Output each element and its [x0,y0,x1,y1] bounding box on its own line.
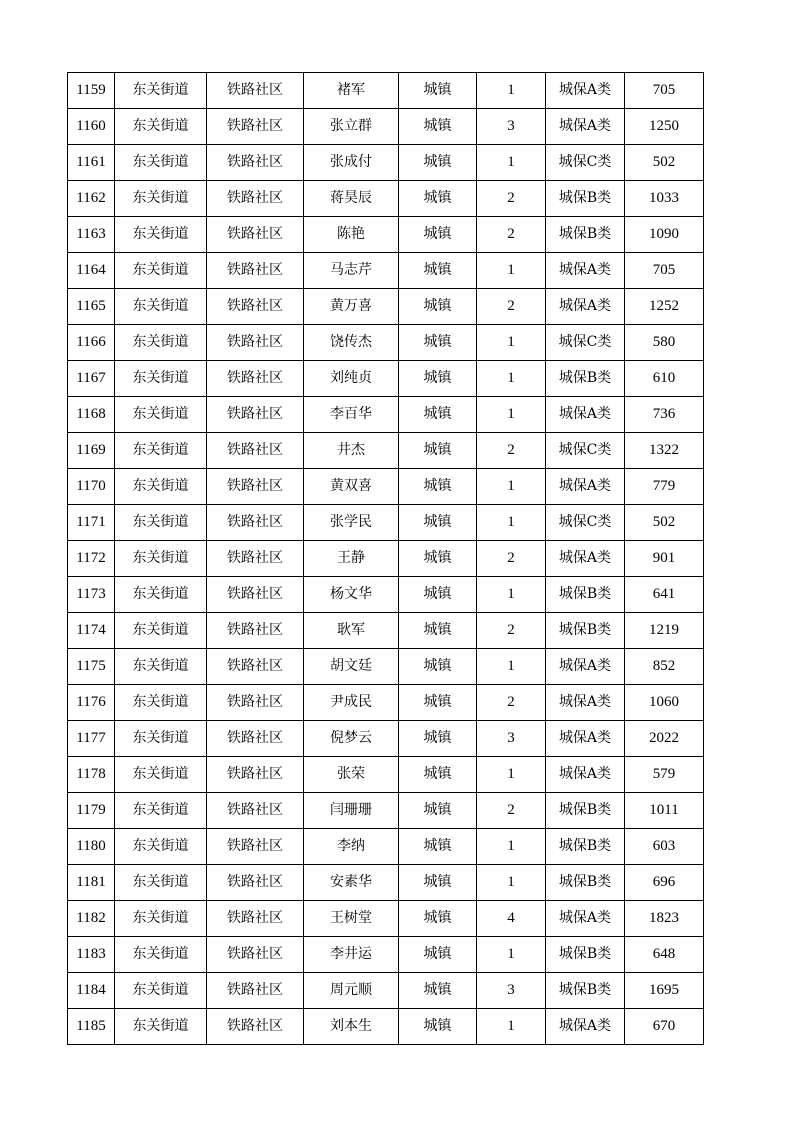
table-row [68,289,704,325]
area-type-cell: 城镇 [399,361,477,397]
table-row [68,577,704,613]
amount-cell: 852 [625,649,704,685]
amount-cell: 641 [625,577,704,613]
household-size-cell: 1 [477,1009,546,1045]
table-row [68,901,704,937]
community-cell: 铁路社区 [207,721,304,757]
name-cell: 耿军 [304,613,399,649]
row-index-cell: 1183 [68,937,115,973]
name-cell: 刘本生 [304,1009,399,1045]
amount-cell: 705 [625,253,704,289]
household-size-cell: 1 [477,649,546,685]
area-type-cell: 城镇 [399,469,477,505]
community-cell: 铁路社区 [207,253,304,289]
amount-cell: 1252 [625,289,704,325]
row-index-cell: 1164 [68,253,115,289]
community-cell: 铁路社区 [207,181,304,217]
amount-cell: 579 [625,757,704,793]
community-cell: 铁路社区 [207,397,304,433]
name-cell: 饶传杰 [304,325,399,361]
area-type-cell: 城镇 [399,901,477,937]
community-cell: 铁路社区 [207,73,304,109]
name-cell: 李百华 [304,397,399,433]
household-size-cell: 2 [477,685,546,721]
category-cell: 城保A类 [546,109,625,145]
name-cell: 蒋昊辰 [304,181,399,217]
street-cell: 东关街道 [115,73,207,109]
category-cell: 城保B类 [546,937,625,973]
category-cell: 城保B类 [546,217,625,253]
amount-cell: 1090 [625,217,704,253]
name-cell: 胡文廷 [304,649,399,685]
row-index-cell: 1179 [68,793,115,829]
category-cell: 城保A类 [546,469,625,505]
household-size-cell: 1 [477,73,546,109]
area-type-cell: 城镇 [399,721,477,757]
street-cell: 东关街道 [115,721,207,757]
name-cell: 尹成民 [304,685,399,721]
row-index-cell: 1182 [68,901,115,937]
name-cell: 陈艳 [304,217,399,253]
row-index-cell: 1165 [68,289,115,325]
street-cell: 东关街道 [115,397,207,433]
area-type-cell: 城镇 [399,433,477,469]
area-type-cell: 城镇 [399,649,477,685]
household-size-cell: 1 [477,829,546,865]
household-size-cell: 1 [477,325,546,361]
name-cell: 王树堂 [304,901,399,937]
table-row [68,1009,704,1045]
street-cell: 东关街道 [115,937,207,973]
street-cell: 东关街道 [115,1009,207,1045]
category-cell: 城保B类 [546,973,625,1009]
street-cell: 东关街道 [115,685,207,721]
community-cell: 铁路社区 [207,1009,304,1045]
street-cell: 东关街道 [115,649,207,685]
name-cell: 黄双喜 [304,469,399,505]
amount-cell: 736 [625,397,704,433]
household-size-cell: 1 [477,937,546,973]
area-type-cell: 城镇 [399,937,477,973]
row-index-cell: 1163 [68,217,115,253]
street-cell: 东关街道 [115,829,207,865]
area-type-cell: 城镇 [399,757,477,793]
table-row [68,397,704,433]
table-row [68,73,704,109]
household-size-cell: 3 [477,973,546,1009]
community-cell: 铁路社区 [207,577,304,613]
table-row [68,253,704,289]
row-index-cell: 1178 [68,757,115,793]
table-row [68,685,704,721]
area-type-cell: 城镇 [399,145,477,181]
amount-cell: 670 [625,1009,704,1045]
household-size-cell: 1 [477,397,546,433]
street-cell: 东关街道 [115,145,207,181]
area-type-cell: 城镇 [399,253,477,289]
table-row [68,109,704,145]
row-index-cell: 1174 [68,613,115,649]
street-cell: 东关街道 [115,361,207,397]
street-cell: 东关街道 [115,901,207,937]
street-cell: 东关街道 [115,541,207,577]
amount-cell: 580 [625,325,704,361]
row-index-cell: 1185 [68,1009,115,1045]
row-index-cell: 1160 [68,109,115,145]
row-index-cell: 1167 [68,361,115,397]
category-cell: 城保A类 [546,1009,625,1045]
household-size-cell: 1 [477,505,546,541]
amount-cell: 1219 [625,613,704,649]
community-cell: 铁路社区 [207,109,304,145]
street-cell: 东关街道 [115,793,207,829]
area-type-cell: 城镇 [399,397,477,433]
row-index-cell: 1175 [68,649,115,685]
area-type-cell: 城镇 [399,505,477,541]
row-index-cell: 1170 [68,469,115,505]
row-index-cell: 1159 [68,73,115,109]
area-type-cell: 城镇 [399,73,477,109]
amount-cell: 610 [625,361,704,397]
amount-cell: 1060 [625,685,704,721]
street-cell: 东关街道 [115,505,207,541]
row-index-cell: 1161 [68,145,115,181]
amount-cell: 502 [625,145,704,181]
street-cell: 东关街道 [115,973,207,1009]
amount-cell: 901 [625,541,704,577]
household-size-cell: 1 [477,469,546,505]
name-cell: 褚军 [304,73,399,109]
area-type-cell: 城镇 [399,613,477,649]
area-type-cell: 城镇 [399,793,477,829]
community-cell: 铁路社区 [207,433,304,469]
community-cell: 铁路社区 [207,973,304,1009]
community-cell: 铁路社区 [207,649,304,685]
category-cell: 城保A类 [546,73,625,109]
area-type-cell: 城镇 [399,865,477,901]
name-cell: 张荣 [304,757,399,793]
category-cell: 城保A类 [546,721,625,757]
community-cell: 铁路社区 [207,325,304,361]
household-size-cell: 2 [477,541,546,577]
amount-cell: 779 [625,469,704,505]
category-cell: 城保C类 [546,505,625,541]
amount-cell: 1322 [625,433,704,469]
row-index-cell: 1166 [68,325,115,361]
street-cell: 东关街道 [115,757,207,793]
name-cell: 杨文华 [304,577,399,613]
community-cell: 铁路社区 [207,505,304,541]
category-cell: 城保B类 [546,361,625,397]
category-cell: 城保C类 [546,145,625,181]
roster-table [67,72,704,1045]
household-size-cell: 2 [477,793,546,829]
area-type-cell: 城镇 [399,217,477,253]
table-row [68,217,704,253]
table-row [68,973,704,1009]
amount-cell: 2022 [625,721,704,757]
amount-cell: 705 [625,73,704,109]
amount-cell: 1011 [625,793,704,829]
category-cell: 城保A类 [546,901,625,937]
row-index-cell: 1172 [68,541,115,577]
community-cell: 铁路社区 [207,289,304,325]
table-row [68,181,704,217]
name-cell: 井杰 [304,433,399,469]
category-cell: 城保A类 [546,541,625,577]
category-cell: 城保A类 [546,397,625,433]
area-type-cell: 城镇 [399,325,477,361]
household-size-cell: 2 [477,613,546,649]
community-cell: 铁路社区 [207,829,304,865]
street-cell: 东关街道 [115,109,207,145]
household-size-cell: 2 [477,289,546,325]
table-body [68,73,704,1045]
row-index-cell: 1173 [68,577,115,613]
household-size-cell: 2 [477,433,546,469]
name-cell: 李纳 [304,829,399,865]
row-index-cell: 1169 [68,433,115,469]
area-type-cell: 城镇 [399,541,477,577]
community-cell: 铁路社区 [207,469,304,505]
name-cell: 周元顺 [304,973,399,1009]
household-size-cell: 2 [477,217,546,253]
row-index-cell: 1176 [68,685,115,721]
household-size-cell: 1 [477,361,546,397]
street-cell: 东关街道 [115,289,207,325]
area-type-cell: 城镇 [399,1009,477,1045]
category-cell: 城保B类 [546,865,625,901]
row-index-cell: 1184 [68,973,115,1009]
area-type-cell: 城镇 [399,181,477,217]
household-size-cell: 3 [477,109,546,145]
amount-cell: 648 [625,937,704,973]
community-cell: 铁路社区 [207,541,304,577]
amount-cell: 1033 [625,181,704,217]
category-cell: 城保B类 [546,793,625,829]
name-cell: 黄万喜 [304,289,399,325]
name-cell: 倪梦云 [304,721,399,757]
area-type-cell: 城镇 [399,109,477,145]
category-cell: 城保C类 [546,433,625,469]
table-row [68,649,704,685]
amount-cell: 1695 [625,973,704,1009]
row-index-cell: 1177 [68,721,115,757]
area-type-cell: 城镇 [399,289,477,325]
community-cell: 铁路社区 [207,901,304,937]
street-cell: 东关街道 [115,253,207,289]
table-row [68,361,704,397]
category-cell: 城保C类 [546,325,625,361]
community-cell: 铁路社区 [207,685,304,721]
category-cell: 城保B类 [546,829,625,865]
table-row [68,865,704,901]
category-cell: 城保B类 [546,613,625,649]
street-cell: 东关街道 [115,469,207,505]
table-row [68,505,704,541]
row-index-cell: 1180 [68,829,115,865]
community-cell: 铁路社区 [207,361,304,397]
street-cell: 东关街道 [115,181,207,217]
street-cell: 东关街道 [115,325,207,361]
name-cell: 张学民 [304,505,399,541]
area-type-cell: 城镇 [399,685,477,721]
table-row [68,613,704,649]
household-size-cell: 1 [477,757,546,793]
table-row [68,937,704,973]
amount-cell: 1823 [625,901,704,937]
community-cell: 铁路社区 [207,217,304,253]
amount-cell: 1250 [625,109,704,145]
table-row [68,793,704,829]
name-cell: 闫珊珊 [304,793,399,829]
name-cell: 马志芹 [304,253,399,289]
category-cell: 城保A类 [546,649,625,685]
table-row [68,757,704,793]
name-cell: 李井运 [304,937,399,973]
category-cell: 城保A类 [546,685,625,721]
community-cell: 铁路社区 [207,793,304,829]
table-row [68,145,704,181]
row-index-cell: 1171 [68,505,115,541]
area-type-cell: 城镇 [399,577,477,613]
category-cell: 城保A类 [546,757,625,793]
community-cell: 铁路社区 [207,937,304,973]
amount-cell: 502 [625,505,704,541]
category-cell: 城保B类 [546,577,625,613]
name-cell: 张立群 [304,109,399,145]
name-cell: 王静 [304,541,399,577]
street-cell: 东关街道 [115,865,207,901]
row-index-cell: 1162 [68,181,115,217]
community-cell: 铁路社区 [207,613,304,649]
street-cell: 东关街道 [115,577,207,613]
street-cell: 东关街道 [115,433,207,469]
household-size-cell: 1 [477,145,546,181]
table-row [68,469,704,505]
row-index-cell: 1168 [68,397,115,433]
name-cell: 安素华 [304,865,399,901]
household-size-cell: 1 [477,253,546,289]
household-size-cell: 2 [477,181,546,217]
street-cell: 东关街道 [115,613,207,649]
household-size-cell: 1 [477,865,546,901]
community-cell: 铁路社区 [207,865,304,901]
street-cell: 东关街道 [115,217,207,253]
category-cell: 城保A类 [546,289,625,325]
household-size-cell: 1 [477,577,546,613]
table-row [68,721,704,757]
amount-cell: 696 [625,865,704,901]
area-type-cell: 城镇 [399,973,477,1009]
table-row [68,433,704,469]
table-row [68,541,704,577]
category-cell: 城保B类 [546,181,625,217]
amount-cell: 603 [625,829,704,865]
name-cell: 张成付 [304,145,399,181]
row-index-cell: 1181 [68,865,115,901]
community-cell: 铁路社区 [207,145,304,181]
table-row [68,325,704,361]
household-size-cell: 4 [477,901,546,937]
household-size-cell: 3 [477,721,546,757]
name-cell: 刘纯贞 [304,361,399,397]
category-cell: 城保A类 [546,253,625,289]
community-cell: 铁路社区 [207,757,304,793]
area-type-cell: 城镇 [399,829,477,865]
table-row [68,829,704,865]
